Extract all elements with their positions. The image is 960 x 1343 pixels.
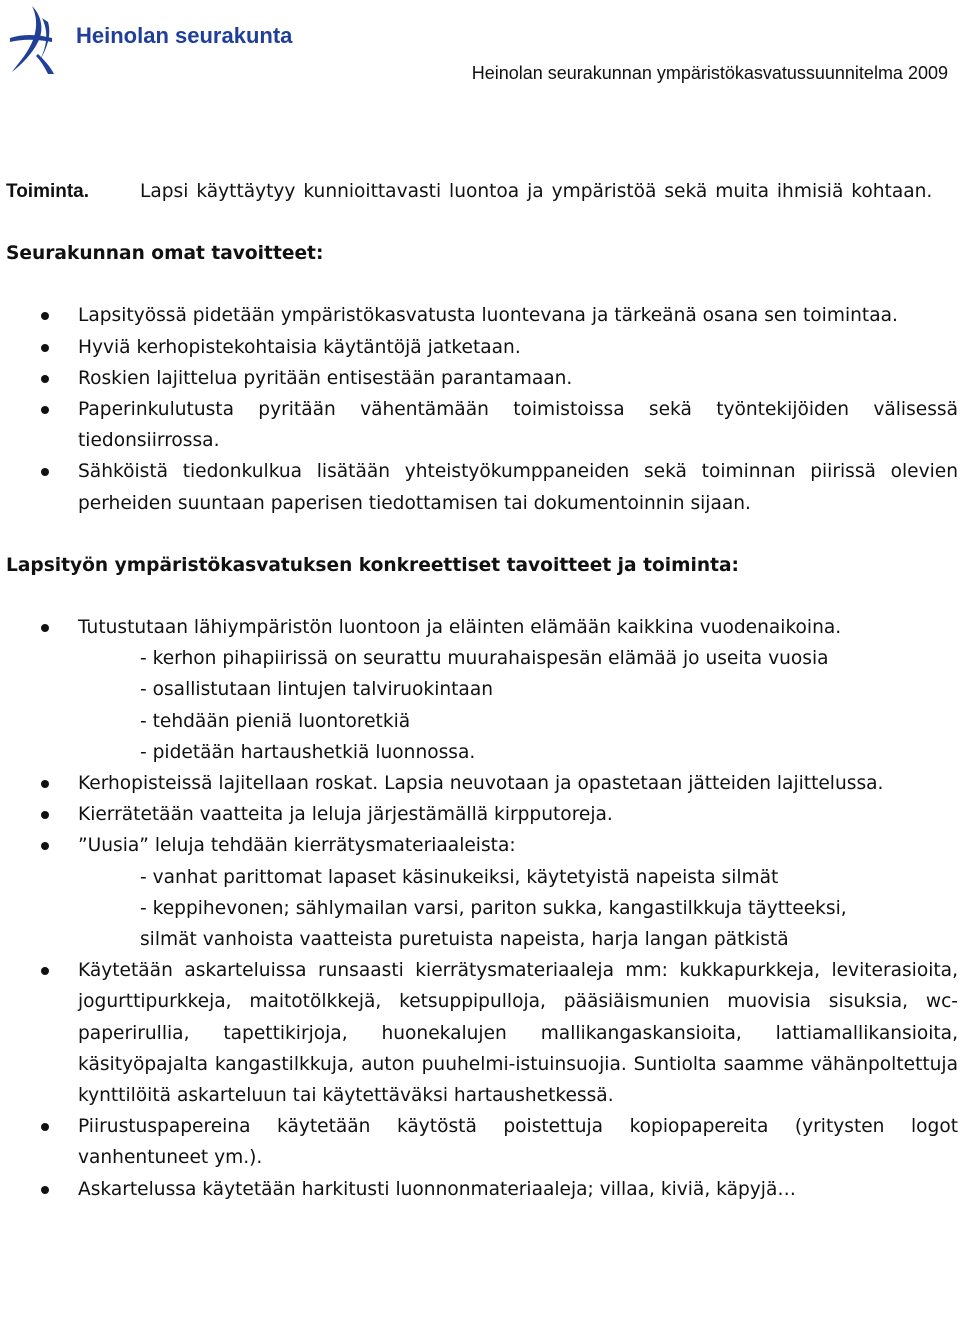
list-item-text: Hyviä kerhopistekohtaisia käytäntöjä jatketaan. <box>78 336 521 358</box>
list-item <box>6 1174 958 1205</box>
list-item <box>6 612 958 768</box>
list-item <box>6 456 958 518</box>
list-item-text: Lapsityössä pidetään ympäristökasvatusta luontevana ja tärkeänä osana sen toimintaa. <box>78 305 898 327</box>
organization-logo <box>8 4 308 76</box>
cross-wave-logo-icon <box>8 4 74 76</box>
intro-text: Lapsi käyttäytyy kunnioittavasti luontoa ja ympäristöä sekä muita ihmisiä kohtaan. <box>140 181 933 202</box>
sub-list-item: - keppihevonen; sählymailan varsi, pariton sukka, kangastilkkuja täytteeksi, <box>140 897 847 919</box>
bullet-icon <box>41 406 49 414</box>
sub-list-item: - osallistutaan lintujen talviruokintaan <box>140 679 494 701</box>
bullet-icon <box>41 375 49 383</box>
list-item-text: Roskien lajittelua pyritään entisestään parantamaan. <box>78 367 573 389</box>
sub-list-item: - pidetään hartaushetkiä luonnossa. <box>140 741 476 763</box>
document-title: Heinolan seurakunnan ympäristökasvatussuunnitelma 2009 <box>471 63 948 83</box>
goals-list <box>6 300 958 518</box>
sub-list <box>78 862 958 956</box>
logo-text: Heinolan seurakunta <box>76 23 293 48</box>
list-item <box>6 799 958 830</box>
list-item-text: Paperinkulutusta pyritään vähentämään toimistoissa sekä työntekijöiden välisessä tiedonsiirrossa. <box>78 399 958 452</box>
document-body <box>6 176 958 1205</box>
list-item <box>6 394 958 456</box>
activities-list <box>6 612 958 1205</box>
bullet-icon <box>41 811 49 819</box>
intro-block <box>6 176 958 207</box>
list-item-text: Piirustuspapereina käytetään käytöstä poistettuja kopiopapereita (yritysten logot vanhentuneet ym.). <box>78 1116 958 1169</box>
list-item-text: Askartelussa käytetään harkitusti luonnonmateriaaleja; villaa, kiviä, käpyjä… <box>78 1178 796 1200</box>
list-item <box>6 332 958 363</box>
bullet-icon <box>41 967 49 975</box>
sub-list-item: - tehdään pieniä luontoretkiä <box>140 710 411 732</box>
list-item <box>6 1111 958 1173</box>
list-item-text: Kierrätetään vaatteita ja leluja järjestämällä kirpputoreja. <box>78 804 613 826</box>
section-heading-goals: Seurakunnan omat tavoitteet: <box>6 243 324 265</box>
list-item-text: Kerhopisteissä lajitellaan roskat. Lapsia neuvotaan ja opastetaan jätteiden lajittelussa. <box>78 773 884 795</box>
list-item-text: ”Uusia” leluja tehdään kierrätysmateriaaleista: <box>78 835 516 857</box>
list-item <box>6 830 958 955</box>
list-item-text: Sähköistä tiedonkulkua lisätään yhteistyökumppaneiden sekä toiminnan piirissä olevien perheiden suuntaan paperisen tiedottamisen tai dokumentoinnin sijaan. <box>78 461 958 514</box>
bullet-icon <box>41 624 49 632</box>
intro-label: Toiminta. <box>6 181 90 202</box>
bullet-icon <box>41 1186 49 1194</box>
sub-list-item: silmät vanhoista vaatteista puretuista napeista, harja langan pätkistä <box>140 929 789 951</box>
list-item <box>6 768 958 799</box>
bullet-icon <box>41 468 49 476</box>
list-item-text: Käytetään askarteluissa runsaasti kierrätysmateriaaleja mm: kukkapurkkeja, leviterasioita, jogurttipurkkeja, maitotölkkejä, ketsuppipulloja, pääsiäismunien muovisia sisuksia, wc-paperirullia, tapettikirjoja, huonekalujen mallikangaskansioita, lattiamallikansioita, käsityöpajalta kangastilkkuja, auton puuhelmi-istuinsuojia. Suntiolta saamme vähänpoltettuja kynttilöitä askarteluun tai käytettäväksi hartaushetkessä. <box>78 960 958 1107</box>
list-item-text: Tutustutaan lähiympäristön luontoon ja eläinten elämään kaikkina vuodenaikoina. <box>78 617 842 639</box>
list-item <box>6 300 958 331</box>
sub-list-item: - vanhat parittomat lapaset käsinukeiksi, käytetyistä napeista silmät <box>140 866 779 888</box>
bullet-icon <box>41 780 49 788</box>
list-item <box>6 363 958 394</box>
sub-list-item: - kerhon pihapiirissä on seurattu muurahaispesän elämää jo useita vuosia <box>140 648 829 670</box>
bullet-icon <box>41 344 49 352</box>
section-heading-concrete-goals: Lapsityön ympäristökasvatuksen konkreettiset tavoitteet ja toiminta: <box>6 554 739 576</box>
bullet-icon <box>41 842 49 850</box>
bullet-icon <box>41 1123 49 1131</box>
list-item <box>6 955 958 1111</box>
sub-list <box>78 643 958 768</box>
bullet-icon <box>41 312 49 320</box>
